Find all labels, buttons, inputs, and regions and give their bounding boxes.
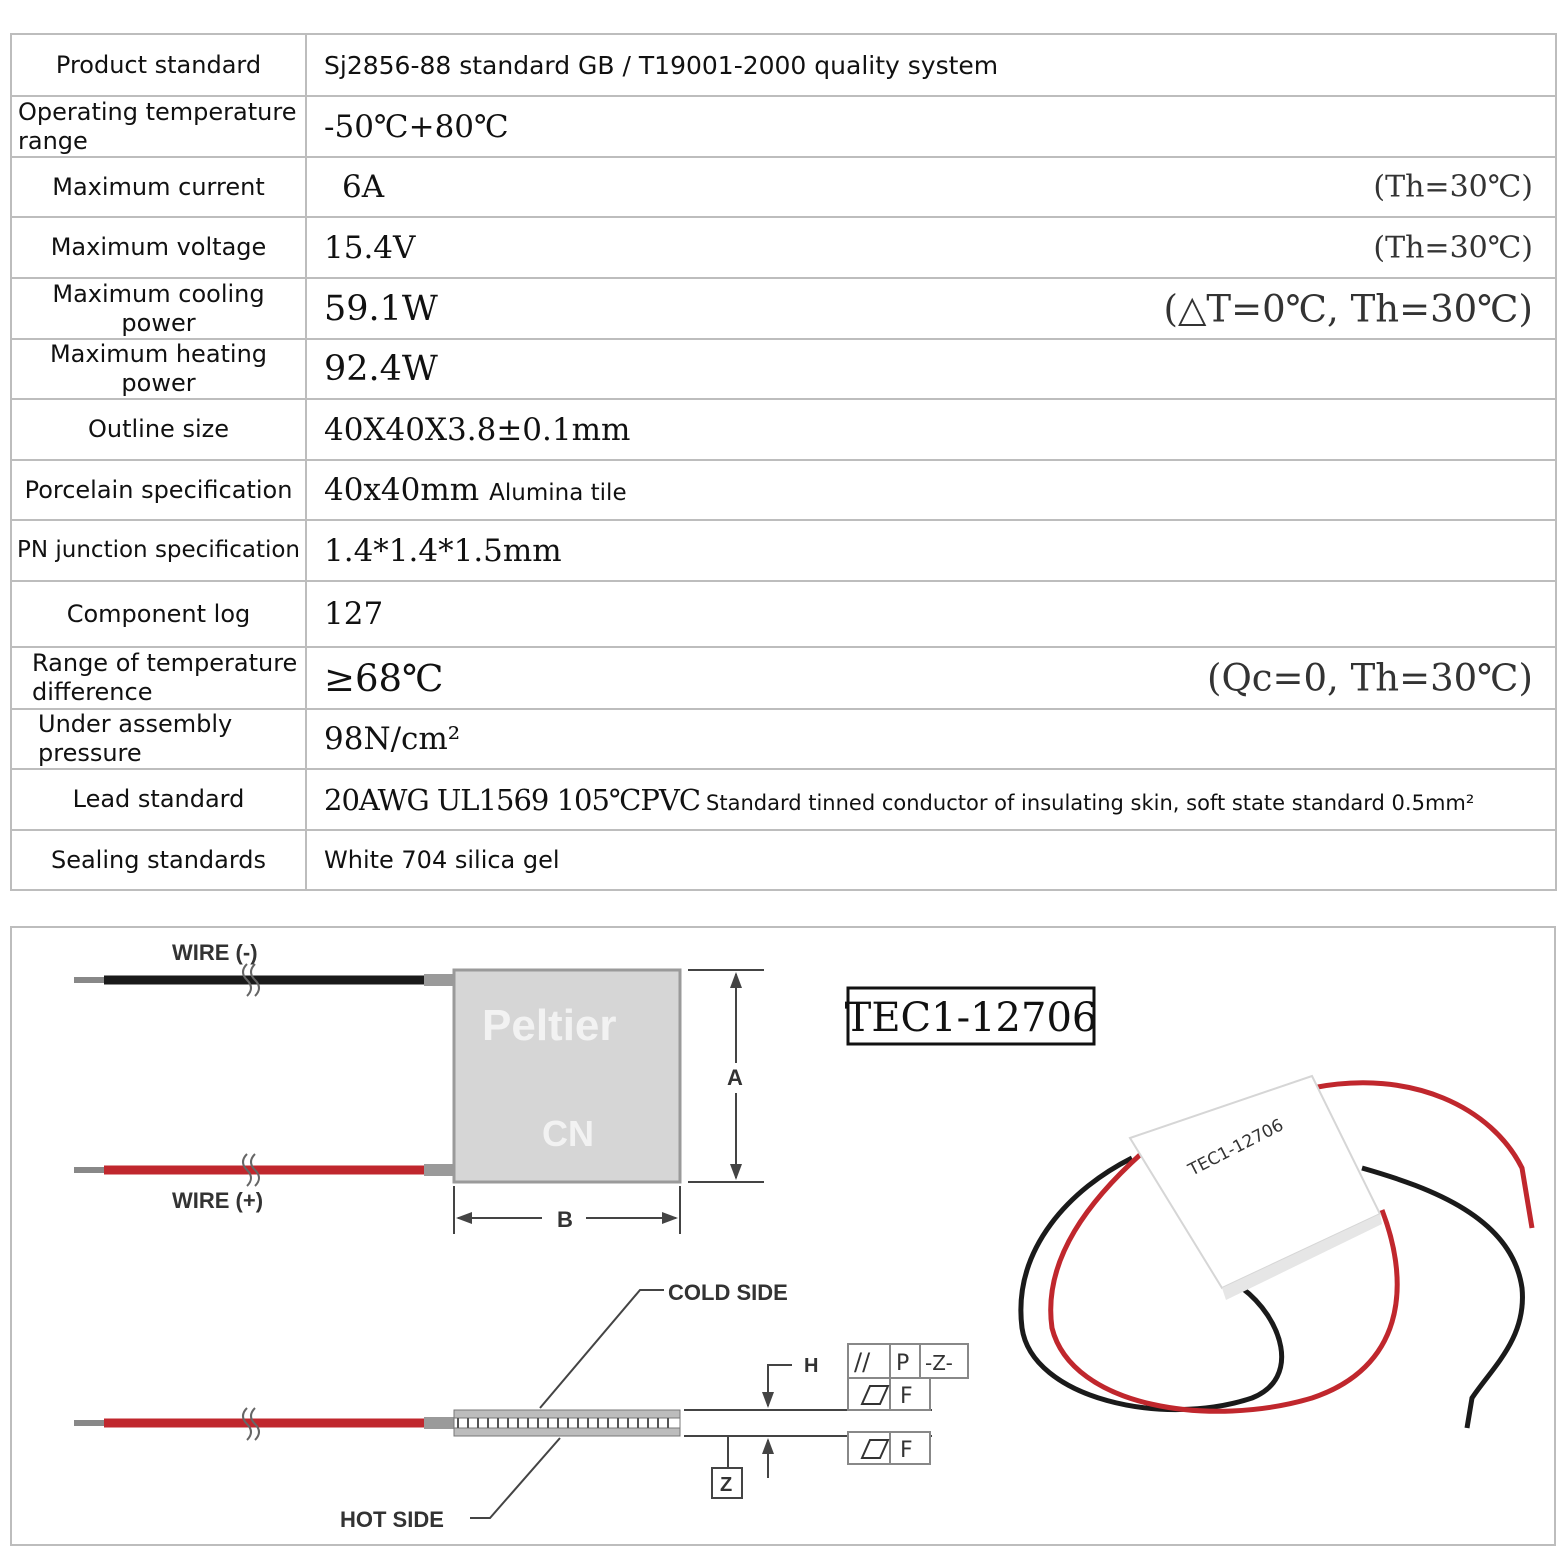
spec-value-cell <box>306 217 1556 278</box>
spec-row-assembly-pressure <box>11 709 1556 769</box>
wire-positive-label: WIRE (+) <box>172 1188 264 1213</box>
spec-label: Component log <box>11 581 306 647</box>
spec-row-temperature-difference <box>11 647 1556 709</box>
spec-label: Under assembly pressure <box>11 709 306 769</box>
cold-side-leader <box>540 1290 664 1408</box>
spec-label: Product standard <box>11 34 306 96</box>
dimension-h-label: H <box>804 1355 819 1377</box>
spec-value-cell <box>306 460 1556 520</box>
spec-label: Outline size <box>11 399 306 460</box>
spec-extra: Alumina tile <box>489 480 627 506</box>
spec-value: 98N/cm² <box>324 721 461 757</box>
module-mark-text: CN <box>542 1113 594 1154</box>
cold-side-label: COLD SIDE <box>668 1280 788 1305</box>
spec-label: PN junction specification <box>11 520 306 581</box>
spec-note: (Th=30℃) <box>1373 230 1533 265</box>
tolerance-p-label: P <box>896 1351 910 1376</box>
spec-value: 1.4*1.4*1.5mm <box>324 532 562 569</box>
hot-side-leader <box>470 1438 560 1518</box>
spec-row-operating-temperature <box>11 96 1556 157</box>
tolerance-f-label-bottom: F <box>900 1438 913 1463</box>
hot-side-label: HOT SIDE <box>340 1507 444 1532</box>
spec-value-cell <box>306 399 1556 460</box>
spec-value-cell <box>306 278 1556 339</box>
photo-module-label: TEC1-12706 <box>1185 1115 1287 1181</box>
spec-value: White 704 silica gel <box>324 846 560 874</box>
spec-value: 6A <box>342 169 385 205</box>
tolerance-frame-flatness-bottom <box>848 1432 930 1464</box>
spec-value-cell <box>306 830 1556 890</box>
spec-label: Sealing standards <box>11 830 306 890</box>
dimension-b-label: B <box>557 1207 573 1232</box>
module-side-view <box>454 1410 680 1436</box>
spec-value: 20AWG UL1569 105℃PVC <box>324 782 701 817</box>
spec-table <box>10 33 1557 891</box>
spec-extra: Standard tinned conductor of insulating skin, soft state standard 0.5mm² <box>706 790 1475 815</box>
tolerance-z-label: -Z- <box>925 1351 953 1375</box>
spec-value-cell <box>306 647 1556 709</box>
spec-label: Maximum current <box>11 157 306 217</box>
spec-label: Maximum heating power <box>11 339 306 399</box>
spec-row-maximum-cooling-power <box>11 278 1556 339</box>
spec-row-maximum-voltage <box>11 217 1556 278</box>
spec-value: 59.1W <box>324 288 438 329</box>
spec-label: Maximum cooling power <box>11 278 306 339</box>
photo-black-wire-right <box>1362 1168 1522 1428</box>
tolerance-frame-flatness-top <box>848 1378 930 1410</box>
spec-row-component-log <box>11 581 1556 647</box>
spec-value-cell <box>306 339 1556 399</box>
spec-value-cell <box>306 157 1556 217</box>
spec-value: 15.4V <box>324 229 416 266</box>
spec-value-cell <box>306 709 1556 769</box>
module-brand-text: Peltier <box>482 1001 617 1050</box>
diagram-panel <box>10 926 1556 1546</box>
spec-row-maximum-heating-power <box>11 339 1556 399</box>
spec-value: 92.4W <box>324 349 438 389</box>
dimension-a-label: A <box>727 1065 743 1090</box>
spec-label: Maximum voltage <box>11 217 306 278</box>
datum-z-label: Z <box>720 1474 733 1496</box>
spec-value-cell <box>306 769 1556 830</box>
spec-note: (Th=30℃) <box>1373 169 1533 205</box>
spec-row-porcelain-specification <box>11 460 1556 520</box>
spec-value: 40X40X3.8±0.1mm <box>324 411 631 448</box>
spec-label: Range of temperature difference <box>11 647 306 709</box>
wire-negative <box>74 964 454 996</box>
wire-positive <box>74 1154 454 1186</box>
spec-row-lead-standard <box>11 769 1556 830</box>
tolerance-f-label-top: F <box>900 1384 913 1409</box>
spec-value-cell <box>306 34 1556 96</box>
model-box-text: TEC1-12706 <box>844 995 1098 1041</box>
spec-value: 127 <box>324 596 384 632</box>
spec-value-cell <box>306 520 1556 581</box>
spec-label: Lead standard <box>11 769 306 830</box>
dimension-a <box>688 970 764 1182</box>
spec-value: 40x40mm <box>324 472 480 508</box>
tolerance-parallel-symbol: // <box>854 1348 871 1376</box>
spec-note: (Qc=0, Th=30℃) <box>1207 656 1533 700</box>
spec-row-outline-size <box>11 399 1556 460</box>
wire-side-view <box>74 1408 454 1440</box>
spec-label: Porcelain specification <box>11 460 306 520</box>
photo-module <box>1130 1076 1380 1288</box>
product-photo <box>1021 1076 1532 1428</box>
spec-value-cell <box>306 96 1556 157</box>
spec-row-sealing-standards <box>11 830 1556 890</box>
spec-row-pn-junction <box>11 520 1556 581</box>
spec-value: ≥68℃ <box>324 656 444 700</box>
spec-value: -50℃+80℃ <box>324 108 509 145</box>
spec-value-cell <box>306 581 1556 647</box>
wire-negative-label: WIRE (-) <box>172 940 258 965</box>
spec-value: Sj2856-88 standard GB / T19001-2000 quality system <box>324 50 999 80</box>
spec-note: (△T=0℃, Th=30℃) <box>1163 287 1533 330</box>
dimension-diagram <box>12 928 1558 1548</box>
spec-row-product-standard <box>11 34 1556 96</box>
spec-row-maximum-current <box>11 157 1556 217</box>
spec-label: Operating temperature range <box>11 96 306 157</box>
